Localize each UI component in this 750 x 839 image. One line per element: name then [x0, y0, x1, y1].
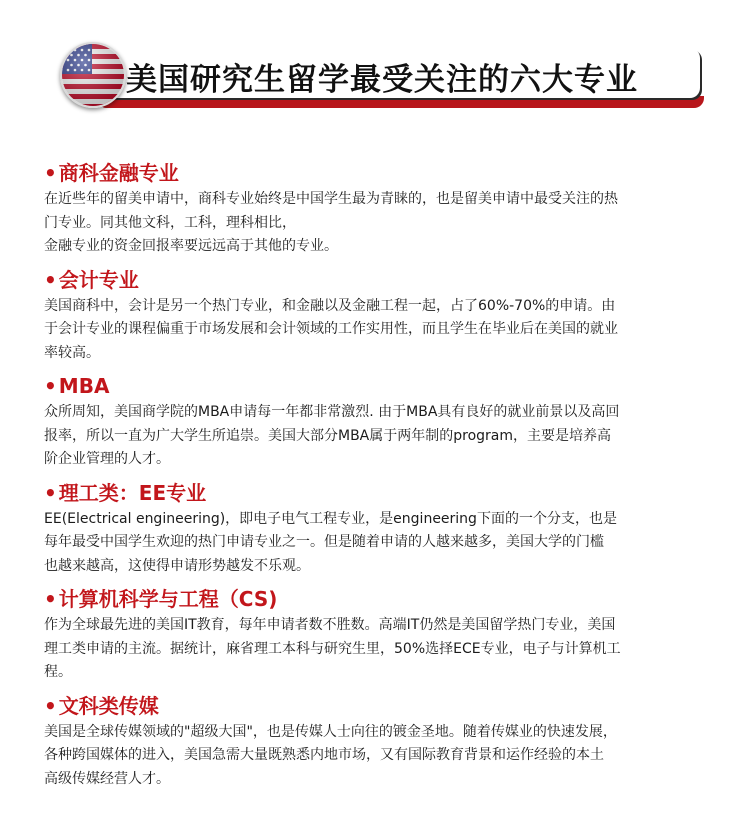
section-line: 众所周知，美国商学院的MBA申请每一年都非常激烈. 由于MBA具有良好的就业前景以及高回 [44, 404, 620, 420]
section-line: 美国商科中，会计是另一个热门专业，和金融以及金融工程一起，占了60%-70%的申请。由 [44, 297, 616, 314]
section-mba [44, 371, 714, 472]
section-line: 门专业。同其他文科，工科，理科相比， [44, 214, 296, 231]
section-title: 商科金融专业 [58, 161, 179, 185]
section-line: 理工类申请的主流。据统计，麻省理工本科与研究生里，50%选择ECE专业，电子与计算机工 [44, 640, 621, 657]
section-title: 会计专业 [58, 267, 139, 292]
section-accounting [44, 265, 714, 366]
section-heading [44, 158, 714, 188]
section-ee [44, 478, 714, 579]
bullet-dot-icon: • [44, 693, 57, 718]
bullet-dot-icon: • [44, 587, 57, 611]
bullet-dot-icon: • [44, 161, 57, 185]
bullet-dot-icon: • [44, 480, 57, 505]
section-heading [44, 478, 714, 508]
section-heading [44, 265, 714, 295]
section-line: 高级传媒经营人才。 [44, 770, 170, 787]
section-line: 各种跨国媒体的进入，美国急需大量既熟悉内地市场，又有国际教育背景和运作经验的本土 [44, 747, 604, 763]
section-line: EE(Electrical engineering)，即电子电气工程专业，是engineering下面的一个分支，也是 [44, 510, 617, 527]
bullet-dot-icon: • [44, 267, 57, 292]
us-flag-icon [60, 42, 126, 108]
section-line: 报率，所以一直为广大学生所追崇。美国大部分MBA属于两年制的program，主要是培养高 [44, 427, 612, 444]
section-heading [44, 691, 714, 721]
section-line: 每年最受中国学生欢迎的热门申请专业之一。但是随着申请的人越来越多，美国大学的门槛 [44, 534, 604, 550]
section-line: 也越来越高，这使得申请形势越发不乐观。 [44, 557, 310, 574]
section-line: 美国是全球传媒领域的"超级大国"，也是传媒人士向往的镀金圣地。随着传媒业的快速发展， [44, 723, 617, 740]
bullet-dot-icon: • [44, 374, 57, 398]
section-title: 理工类：EE专业 [58, 480, 207, 505]
section-cs [44, 584, 714, 685]
section-finance [44, 158, 714, 259]
section-heading [44, 584, 714, 614]
section-line: 率较高。 [44, 344, 100, 361]
section-line: 程。 [44, 664, 72, 680]
section-heading [44, 371, 714, 401]
section-line: 金融专业的资金回报率要远远高于其他的专业。 [44, 238, 338, 254]
section-title: 文科类传媒 [58, 693, 159, 718]
section-line: 在近些年的留美申请中，商科专业始终是中国学生最为青睐的，也是留美申请中最受关注的热 [44, 191, 618, 207]
section-line: 作为全球最先进的美国IT教育，每年申请者数不胜数。高端IT仍然是美国留学热门专业，美国 [44, 617, 616, 633]
section-title: 计算机科学与工程（CS) [58, 587, 278, 611]
section-media [44, 691, 714, 792]
article-body [44, 158, 714, 791]
header-banner [60, 40, 702, 106]
section-line: 于会计专业的课程偏重于市场发展和会计领域的工作实用性，而且学生在毕业后在美国的就业 [44, 321, 618, 337]
section-title: MBA [58, 374, 110, 398]
section-line: 阶企业管理的人才。 [44, 451, 170, 467]
page-title: 美国研究生留学最受关注的六大专业 [126, 62, 638, 98]
